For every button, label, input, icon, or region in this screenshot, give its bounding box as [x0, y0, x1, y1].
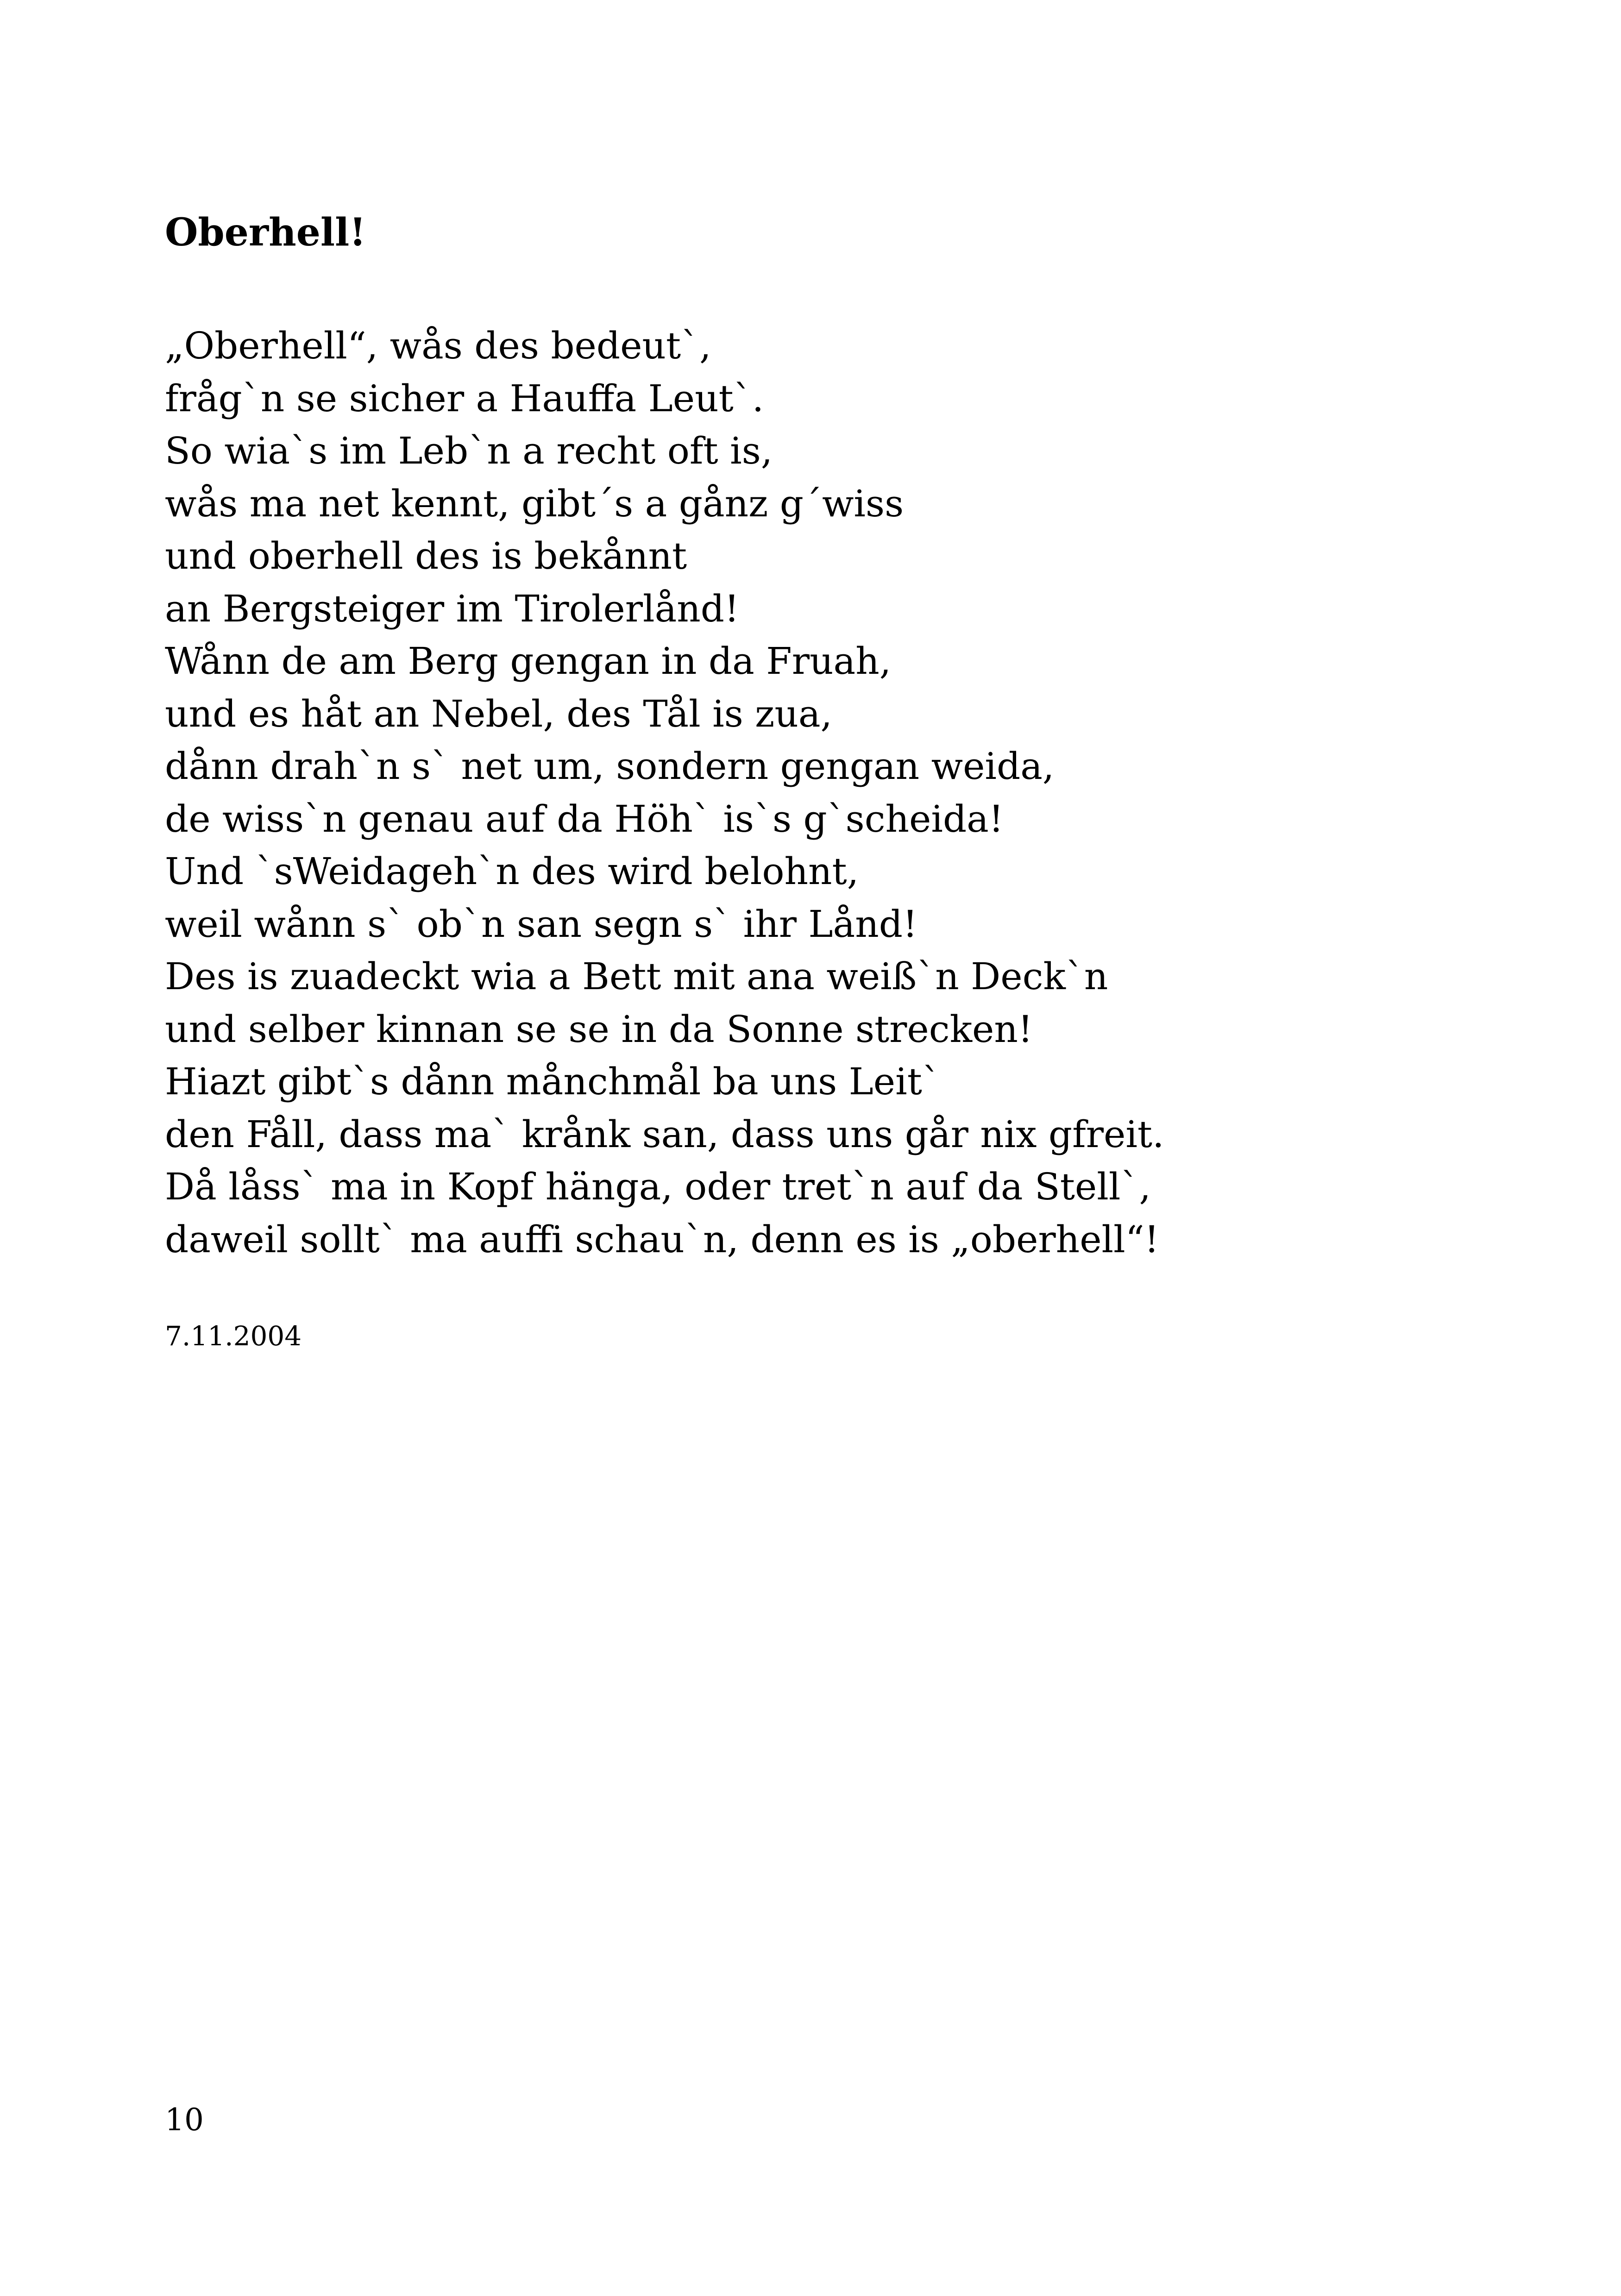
poem-line: So wia`s im Leb`n a recht oft is, [165, 429, 773, 472]
poem-title: Oberhell! [165, 210, 366, 255]
poem-line: daweil sollt` ma auffi schau`n, denn es is „oberhell“! [165, 1217, 1159, 1261]
poem-line: den Fåll, dass ma` krånk san, dass uns går nix gfreit. [165, 1112, 1164, 1156]
poem-line: dånn drah`n s` net um, sondern gengan weida, [165, 745, 1055, 788]
poem-line: weil wånn s` ob`n san segn s` ihr Lånd! [165, 902, 918, 946]
poem-line: de wiss`n genau auf da Höh` is`s g`scheida! [165, 797, 1004, 841]
poem-line: Des is zuadeckt wia a Bett mit ana weiß`n Deck`n [165, 955, 1108, 998]
poem-line: Wånn de am Berg gengan in da Fruah, [165, 640, 892, 683]
poem-line: Hiazt gibt`s dånn månchmål ba uns Leit` [165, 1060, 941, 1103]
poem-line: an Bergsteiger im Tirolerlånd! [165, 587, 740, 630]
poem-line: und selber kinnan se se in da Sonne strecken! [165, 1007, 1033, 1051]
poem-line: und es håt an Nebel, des Tål is zua, [165, 692, 832, 735]
poem-line: fråg`n se sicher a Hauffa Leut`. [165, 376, 764, 420]
poem-date: 7.11.2004 [165, 1320, 302, 1352]
poem-line: „Oberhell“, wås des bedeut`, [165, 324, 711, 367]
poem-line: wås ma net kennt, gibt´s a gånz g´wiss [165, 482, 904, 525]
poem-line: und oberhell des is bekånnt [165, 534, 687, 577]
page-number: 10 [165, 2102, 204, 2138]
poem-line: Und `sWeidageh`n des wird belohnt, [165, 850, 859, 893]
poem-text [165, 320, 1508, 1266]
poem-line: Då låss` ma in Kopf hänga, oder tret`n auf da Stell`, [165, 1165, 1151, 1208]
